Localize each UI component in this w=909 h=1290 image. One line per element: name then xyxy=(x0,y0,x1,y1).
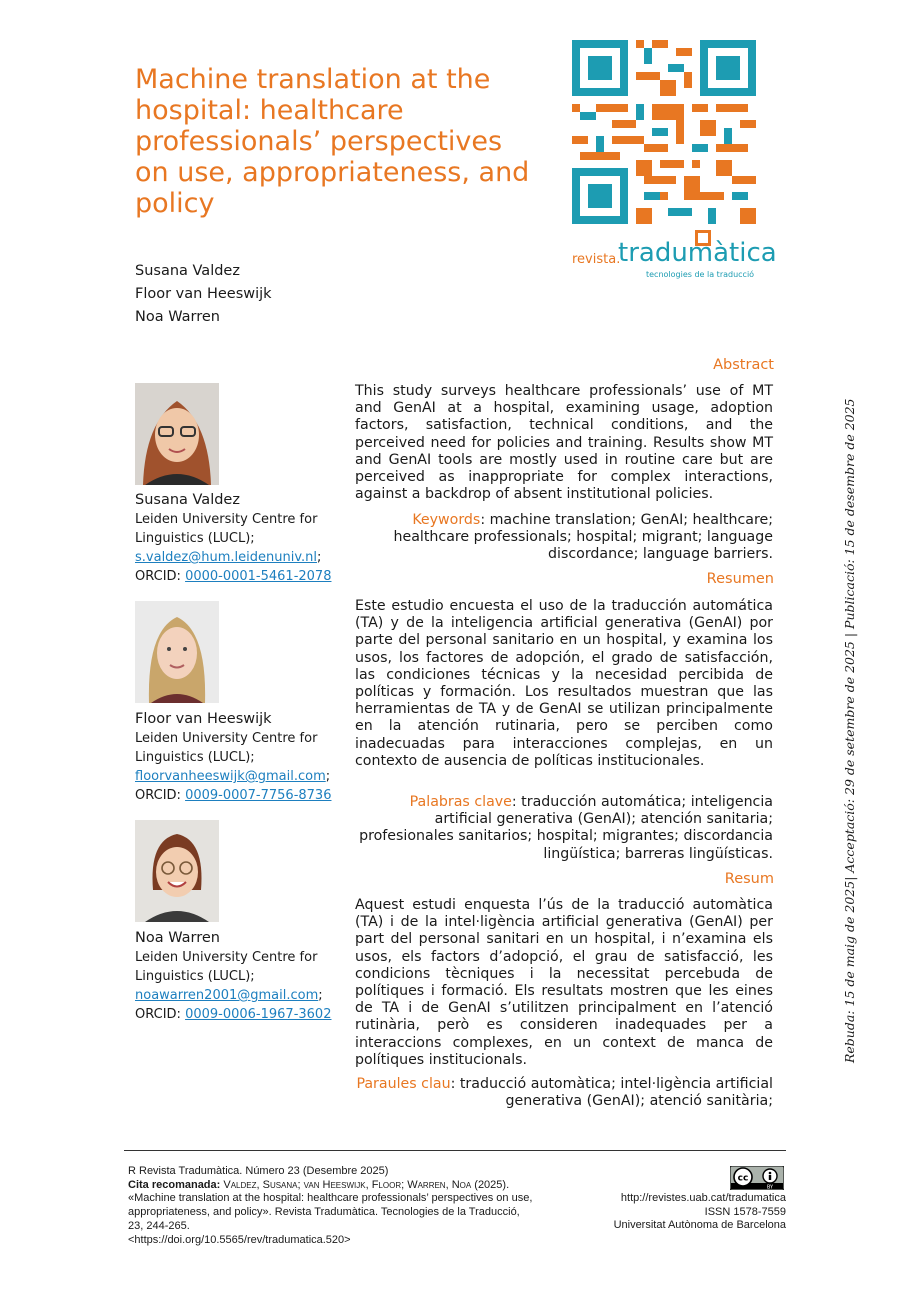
orcid-link[interactable]: 0000-0001-5461-2078 xyxy=(185,569,332,584)
author-affiliation: Leiden University Centre for Linguistics (LUCL); xyxy=(135,950,318,984)
author-email-link[interactable]: s.valdez@hum.leidenuniv.nl xyxy=(135,550,317,565)
orcid-link[interactable]: 0009-0006-1967-3602 xyxy=(185,1007,332,1022)
journal-logo xyxy=(560,230,777,284)
issn: ISSN 1578-7559 xyxy=(704,1205,786,1218)
resum-keywords xyxy=(355,1076,773,1110)
keywords-text: : traducció automàtica; intel·ligència artificial generativa (GenAI); atenció sanitària; xyxy=(450,1076,773,1110)
orcid-label: ORCID: xyxy=(135,569,181,584)
orcid-link[interactable]: 0009-0007-7756-8736 xyxy=(185,788,332,803)
cite-rest: (2025). «Machine translation at the hospital: healthcare professionals’ perspectives on use, appropriateness, and policy». Revista Tradumàtica. Tecnologies de la Traducció, 23, 244-265. xyxy=(128,1178,533,1232)
author-photo xyxy=(135,601,219,703)
resumen-heading: Resumen xyxy=(706,571,774,587)
keywords-label: Keywords xyxy=(412,512,481,528)
resum-heading: Resum xyxy=(724,871,774,887)
article-title: Machine translation at the hospital: healthcare professionals’ perspectives on use, appropriateness, and policy xyxy=(135,64,530,219)
logo-name: tradumàtica xyxy=(618,238,777,268)
author-email-link[interactable]: floorvanheeswijk@gmail.com xyxy=(135,769,326,784)
keywords-label: Paraules clau xyxy=(356,1076,451,1092)
keywords-text: : traducción automática; inteligencia artificial generativa (GenAI); atención sanitaria; profesionales sanitarios; hospital; migrantes; discordancia lingüística; barreras lingüísticas. xyxy=(359,794,773,862)
abstract-keywords xyxy=(355,512,773,564)
cite-label: Cita recomanada: xyxy=(128,1178,221,1191)
footer-divider xyxy=(124,1150,786,1151)
author-affiliation: Leiden University Centre for Linguistics (LUCL); xyxy=(135,731,318,765)
journal-line: R Revista Tradumàtica. Número 23 (Desembre 2025) xyxy=(128,1165,389,1177)
creative-commons-icon xyxy=(730,1166,784,1190)
author-photo xyxy=(135,383,219,485)
author-name: Susana Valdez xyxy=(135,263,240,279)
resum-text: Aquest estudi enquesta l’ús de la traducció automàtica (TA) i de la intel·ligència artificial generativa (GenAI) per part del personal sanitari en un hospital, i n’examina els usos, els factors d’adopció, el grau de satisfacció, les condicions tècniques i la necessitat percebuda de polítiques i formació. Els resultats mostren que les eines de TA i de GenAI s’utilitzen principalment en l’atenció rutinària, però es consideren inadequades per a interaccions complexes, en un context de manca de polítiques institucionals. xyxy=(355,897,773,1068)
author-name: Susana Valdez xyxy=(135,492,240,508)
author-info: Noa Warren Leiden University Centre for Linguistics (LUCL); noawarren2001@gmail.com; ORCID: 0009-0006-1967-3602 xyxy=(135,929,345,1024)
cc-by-label: BY xyxy=(766,1184,774,1190)
abstract-text: This study surveys healthcare professionals’ use of MT and GenAI at a hospital, examining usage, adoption factors, satisfaction, technical conditions, and the perceived need for policies and training. Results show MT and GenAI tools are mostly used in routine care but are perceived as inappropriate for complex interactions, against a backdrop of absent institutional policies. xyxy=(355,383,773,503)
svg-text:cc: cc xyxy=(737,1173,749,1184)
citation-block xyxy=(128,1165,538,1247)
author-name: Noa Warren xyxy=(135,930,220,946)
keywords-text: : machine translation; GenAI; healthcare; healthcare professionals; hospital; migrant; language discordance; language barriers. xyxy=(393,512,773,563)
resumen-keywords xyxy=(355,794,773,863)
author-name: Floor van Heeswijk xyxy=(135,711,272,727)
abstract-heading: Abstract xyxy=(713,357,774,373)
author-info: Floor van Heeswijk Leiden University Centre for Linguistics (LUCL); floorvanheeswijk@gmail.com; ORCID: 0009-0007-7756-8736 xyxy=(135,710,345,805)
publisher-info xyxy=(614,1192,786,1233)
resumen-text: Este estudio encuesta el uso de la traducción automática (TA) y de la inteligencia artificial generativa (GenAI) por parte del personal sanitario en un hospital, y examina los usos, los factores de adopción, el grado de satisfacción, las condiciones técnicas y la necesidad percibida de políticas y formación. Los resultados muestran que las herramientas de TA y de GenAI se utilizan principalmente en la atención rutinaria, pero se perciben como inadecuadas para interacciones complejas, en un contexto de ausencia de políticas institucionales. xyxy=(355,598,773,769)
orcid-label: ORCID: xyxy=(135,1007,181,1022)
publication-dates: Rebuda: 15 de maig de 2025| Acceptació: 29 de setembre de 2025 | Publicació: 15 de desembre de 2025 xyxy=(842,398,857,1063)
keywords-label: Palabras clave xyxy=(409,794,512,810)
author-email-link[interactable]: noawarren2001@gmail.com xyxy=(135,988,319,1003)
logo-prefix: revista. xyxy=(572,252,621,267)
author-list xyxy=(135,260,272,329)
author-info: Susana Valdez Leiden University Centre for Linguistics (LUCL); s.valdez@hum.leidenuniv.nl; ORCID: 0000-0001-5461-2078 xyxy=(135,491,345,586)
author-photo xyxy=(135,820,219,922)
orcid-label: ORCID: xyxy=(135,788,181,803)
journal-url[interactable]: http://revistes.uab.cat/tradumatica xyxy=(620,1192,786,1204)
qr-code-icon xyxy=(572,40,756,224)
author-name: Floor van Heeswijk xyxy=(135,286,272,302)
doi-link[interactable]: <https://doi.org/10.5565/rev/tradumatica.520> xyxy=(128,1233,351,1246)
author-name: Noa Warren xyxy=(135,309,220,325)
logo-tagline: tecnologies de la traducció xyxy=(646,270,755,279)
author-affiliation: Leiden University Centre for Linguistics (LUCL); xyxy=(135,512,318,546)
cite-authors: Valdez, Susana; van Heeswijk, Floor; Warren, Noa xyxy=(220,1178,472,1191)
university: Universitat Autònoma de Barcelona xyxy=(613,1219,786,1232)
